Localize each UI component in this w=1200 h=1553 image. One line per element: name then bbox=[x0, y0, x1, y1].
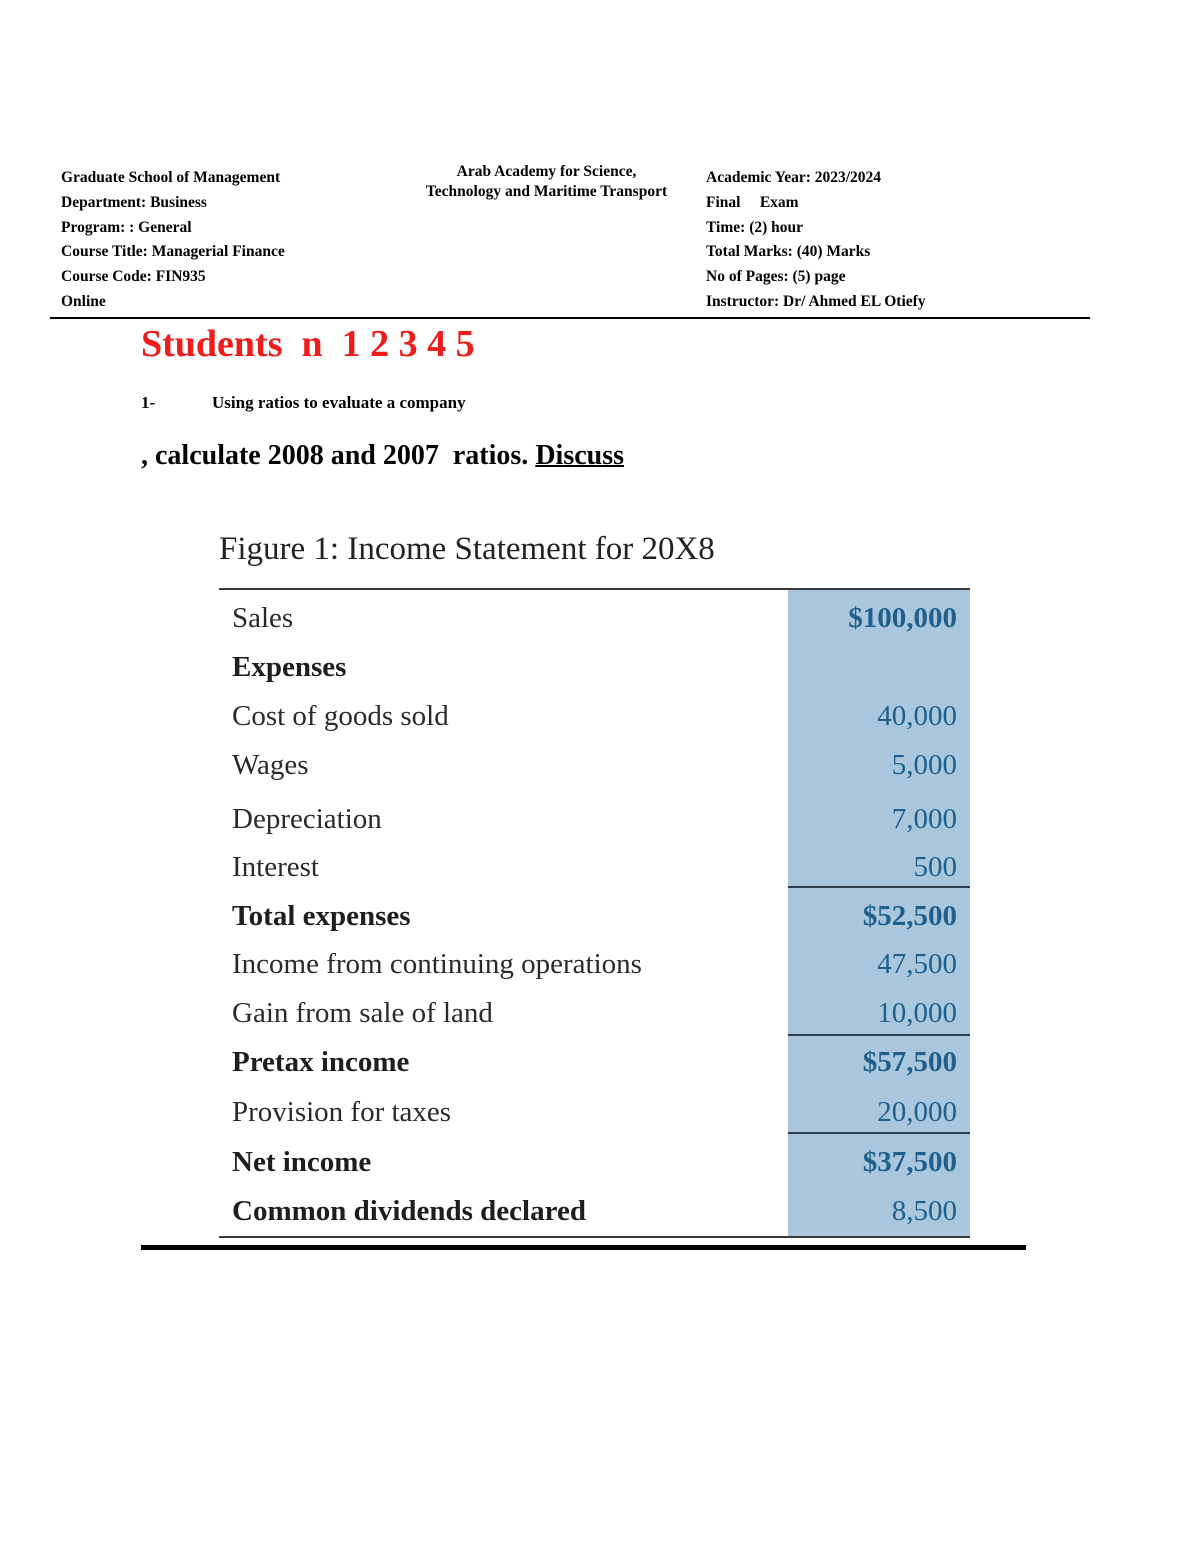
table-row bbox=[219, 989, 970, 1038]
row-label: Depreciation bbox=[232, 803, 382, 835]
table-row bbox=[219, 594, 970, 643]
row-label: Income from continuing operations bbox=[232, 948, 642, 980]
table-row bbox=[219, 843, 970, 892]
table-row bbox=[219, 940, 970, 989]
subtotal-rule bbox=[788, 1034, 970, 1036]
row-value: $52,500 bbox=[862, 900, 957, 932]
row-value: 47,500 bbox=[877, 948, 957, 980]
instruction-emphasis: Discuss bbox=[535, 440, 625, 471]
row-value: $57,500 bbox=[862, 1046, 957, 1078]
students-line: Students n 1 2 3 4 5 bbox=[141, 323, 475, 365]
table-row bbox=[219, 643, 970, 692]
program: Program: : General bbox=[61, 218, 192, 236]
row-label: Provision for taxes bbox=[232, 1096, 452, 1128]
row-label: Expenses bbox=[232, 651, 347, 683]
table-row bbox=[219, 795, 970, 844]
instructor: Instructor: Dr/ Ahmed EL Otiefy bbox=[706, 292, 926, 310]
row-value: $37,500 bbox=[862, 1146, 957, 1178]
section-divider bbox=[141, 1245, 1026, 1250]
header-left-block bbox=[61, 166, 285, 315]
table-row bbox=[219, 1138, 970, 1187]
row-label: Total expenses bbox=[232, 900, 411, 932]
row-label: Interest bbox=[232, 851, 319, 883]
row-label: Wages bbox=[232, 749, 309, 781]
row-value: 8,500 bbox=[891, 1195, 957, 1227]
figure-title: Figure 1: Income Statement for 20X8 bbox=[219, 531, 715, 567]
instruction-text: , calculate 2008 and 2007 ratios. bbox=[141, 440, 536, 471]
row-value: 7,000 bbox=[891, 803, 957, 835]
table-row bbox=[219, 892, 970, 941]
course-title: Course Title: Managerial Finance bbox=[61, 243, 285, 261]
income-statement-table bbox=[219, 588, 970, 1238]
subtotal-rule bbox=[788, 886, 970, 888]
table-row bbox=[219, 1038, 970, 1087]
department: Department: Business bbox=[61, 193, 207, 211]
exam-type: Final Exam bbox=[706, 193, 799, 211]
row-label: Pretax income bbox=[232, 1046, 410, 1078]
header-institution-block bbox=[400, 162, 693, 202]
institution-name-line1: Arab Academy for Science, bbox=[456, 163, 637, 180]
delivery-mode: Online bbox=[61, 292, 106, 310]
row-value: 10,000 bbox=[877, 997, 957, 1029]
institution-name-line2: Technology and Maritime Transport bbox=[425, 183, 668, 200]
question-text: Using ratios to evaluate a company bbox=[212, 393, 466, 412]
row-label: Common dividends declared bbox=[232, 1195, 586, 1227]
subtotal-rule bbox=[788, 1132, 970, 1134]
header-divider bbox=[50, 317, 1090, 319]
exam-time: Time: (2) hour bbox=[706, 218, 804, 236]
row-value: 500 bbox=[913, 851, 957, 883]
table-row bbox=[219, 692, 970, 741]
page-count: No of Pages: (5) page bbox=[706, 268, 846, 286]
course-code: Course Code: FIN935 bbox=[61, 268, 206, 286]
row-label: Sales bbox=[232, 602, 294, 634]
row-value: 5,000 bbox=[891, 749, 957, 781]
academic-year: Academic Year: 2023/2024 bbox=[706, 169, 882, 186]
instruction-line bbox=[141, 438, 624, 474]
question-number: 1- bbox=[141, 393, 156, 412]
row-label: Gain from sale of land bbox=[232, 997, 493, 1029]
row-value: 40,000 bbox=[877, 700, 957, 732]
table-row bbox=[219, 741, 970, 790]
header-right-block bbox=[706, 166, 926, 315]
school-name: Graduate School of Management bbox=[61, 169, 281, 186]
total-marks: Total Marks: (40) Marks bbox=[706, 243, 871, 261]
row-label: Net income bbox=[232, 1146, 372, 1178]
row-label: Cost of goods sold bbox=[232, 700, 449, 732]
table-row bbox=[219, 1187, 970, 1236]
row-value: 20,000 bbox=[877, 1096, 957, 1128]
table-row bbox=[219, 1088, 970, 1137]
row-value: $100,000 bbox=[848, 602, 957, 634]
